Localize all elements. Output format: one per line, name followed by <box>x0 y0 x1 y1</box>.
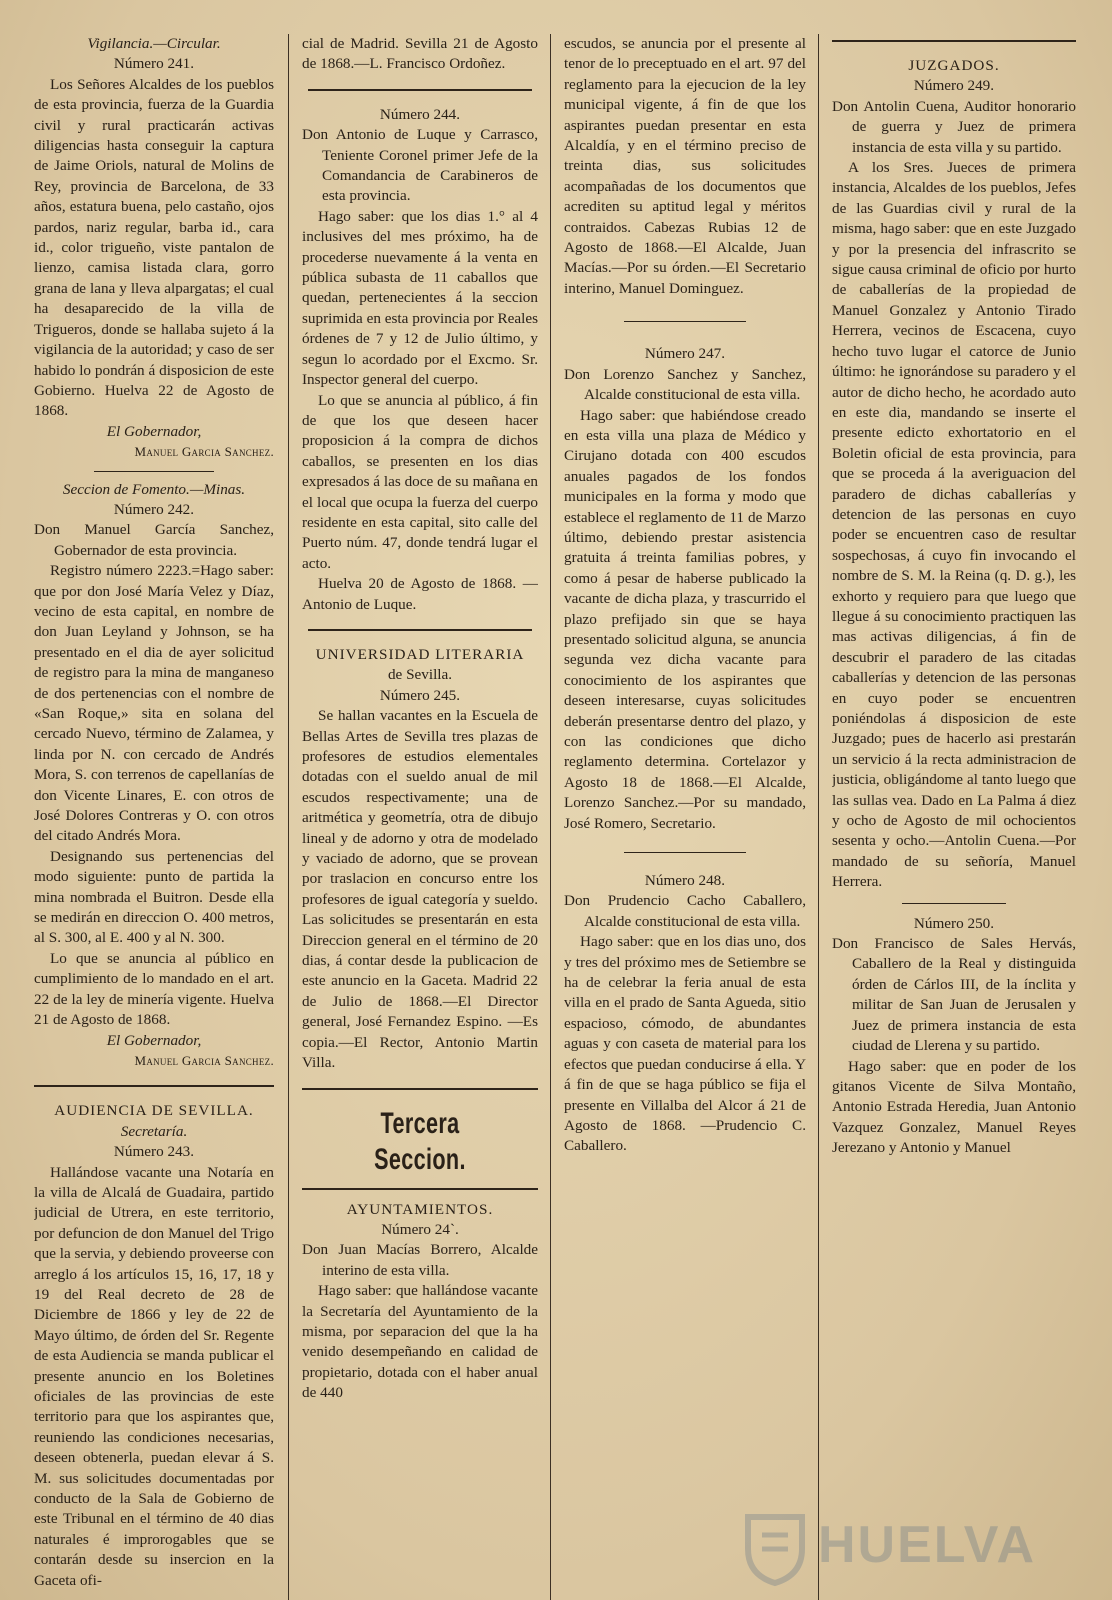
n248-text: Hago saber: que en los dias uno, dos y tres del próximo mes de Setiembre se ha de celebrar la feria anual de esta villa en el prado de Santa Agueda, sitio espacioso, cómodo, de abundantes aguas y con caseta de material para los efectos que puedan conducirse á ella. Y á fin de que se haga público se fija el presente en Villalba del Alcor á 21 de Agosto de 1868. —Prudencio C. Caballero. <box>564 933 806 1155</box>
universidad-heading: UNIVERSIDAD LITERARIA <box>315 645 525 663</box>
library-watermark <box>740 1500 1100 1590</box>
vigilancia-text: Los Señores Alcaldes de los pueblos de esta provincia, fuerza de la Guardia civil y rural practicarán activas diligencias hasta conseguir la captura de Jaime Oriols, natural de Molins de Rey, provincia de Barcelona, de 33 años, estatura buena, pelo castaño, ojos pardos, nariz regular, barba id., cara id., color trigueño, viste pantalon de lienzo, camisa listada clara, gorro grana de lana y lleva alpargatas; el cual ha desaparecido de la villa de Trigueros, donde se hallaba sujeto á la vigilancia de la autoridad; y caso de ser habido lo pondrán á disposicion de este Gobierno. Huelva 22 de Agosto de 1868. <box>34 75 274 420</box>
audiencia-sub: Secretaría. <box>120 1122 188 1140</box>
column-4 <box>832 34 1076 1600</box>
notice-number-250: Número 250. <box>913 914 995 932</box>
fomento-sign-title: El Gobernador, <box>106 1031 202 1049</box>
separator <box>624 321 746 322</box>
vigilancia-sign-name: Manuel Garcia Sanchez. <box>134 444 274 460</box>
audiencia-text: Hallándose vacante una Notaría en la villa de Alcalá de Guadaira, partido judicial de Utrera, en este territorio, por defuncion de don Manuel del Trigo que la servia, y debiendo proveerse con arreglo á los artículos 15, 16, 17, 18 y 19 del Real decreto de 28 de Diciembre de 1866 y ley de 22 de Mayo último, de órden del Sr. Regente de esta Audiencia se manda publicar el presente anuncio en los Boletines oficiales de las provincias de este territorio para que los aspirantes que, reuniendo las condiciones necesarias, deseen obtenerla, puedan elevar á S. M. sus solicitudes documentadas por conducto de la Sala de Gobierno de este Tribunal en el término de 40 dias naturales é improrogables que se contarán desde su insercion en la Gaceta ofi- <box>34 1163 274 1589</box>
separator <box>94 471 214 472</box>
column-3 <box>564 34 806 1600</box>
watermark-text: HUELVA <box>818 1516 1037 1574</box>
universidad-sub: de Sevilla. <box>387 666 453 684</box>
notice-number-245: Número 245. <box>379 686 461 704</box>
separator <box>902 903 1006 904</box>
carabineros-text-2: Lo que se anuncia al público, á fin de que los que deseen hacer proposicion á la compra de dichos caballos, se presenten en los dias expresados á las doce de su mañana en el local que ocupa la fuerza del cuerpo residente en esta capital, sito calle del Puerto núm. 47, donde tendrá lugar el acto. <box>302 391 538 572</box>
notice-number-243: Número 243. <box>113 1143 195 1161</box>
audiencia-heading: AUDIENCIA DE SEVILLA. <box>54 1102 254 1120</box>
column-divider <box>550 34 551 1600</box>
juzgados-intro: Don Antolin Cuena, Auditor honorario de guerra y Juez de primera instancia de esta villa y su partido. <box>832 97 1076 156</box>
n247-text: Hago saber: que habiéndose creado en esta villa una plaza de Médico y Cirujano dotada con 400 escudos anuales pagados de los fondos municipales en la forma y modo que establece el reglamento de 11 de Marzo último, debiendo prestar asistencia gratuita á treinta familias pobres, y como á pesar de haberse publicado la vacante de dicha plaza, y trascurrido el plazo prefijado sin que se haya presentado solicitud alguna, se anuncia segunda vez dicha vacante para conocimiento de los aspirantes que deseen interesarse, cuyas solicitudes deberán presentarse dentro del plazo, y con las condiciones que dicho reglamento determina. Cortelazor y Agosto 18 de 1868.—El Alcalde, Lorenzo Sanchez.—Por su mandado, José Romero, Secretario. <box>564 406 806 832</box>
separator <box>302 1088 538 1090</box>
universidad-text: Se hallan vacantes en la Escuela de Bellas Artes de Sevilla tres plazas de profesores de estudios elementales dotadas con el sueldo anual de mil escudos respectivamente; una de aritmética y geometría, otra de dibujo lineal y de adorno y otra de modelado y vaciado de adorno, que se provean por traslacion en concurso entre los profesores de igual categoría y sueldo. Las solicitudes se presentarán en esta Direccion general en el término de 20 dias, á contar desde la publicacion de este anuncio en la Gaceta. Madrid 22 de Julio de 1868.—El Director general, José Fernandez Espino. —Es copia.—El Rector, Antonio Martin Villa. <box>302 707 538 1072</box>
fomento-text-2: Designando sus pertenencias del modo siguiente: punto de partida la mina nombrada el Buitron. Desde ella se medirán en direccion O. 400 metros, al S. 300, al E. 400 y al N. 300. <box>34 847 274 947</box>
ayuntamientos-text: Hago saber: que hallándose vacante la Secretaría del Ayuntamiento de la misma, por separacion del que la ha venido desempeñando en calidad de propietario, dotada con el haber anual de 440 <box>302 1282 538 1402</box>
carabineros-text-3: Huelva 20 de Agosto de 1868. —Antonio de Luque. <box>302 575 538 613</box>
separator <box>308 89 532 91</box>
notice-number-241: Número 241. <box>113 55 195 73</box>
notice-number-248: Número 248. <box>644 872 726 890</box>
fomento-intro: Don Manuel García Sanchez, Gobernador de esta provincia. <box>34 521 274 559</box>
crest-icon <box>740 1509 810 1587</box>
n250-intro: Don Francisco de Sales Hervás, Caballero de la Real y distinguida órden de Cárlos III, de la ínclita y militar de San Juan de Jerusalen y Juez de primera instancia de esta ciudad de Llerena y su partido. <box>832 935 1076 1055</box>
notice-number-246: Número 24`. <box>381 1220 459 1238</box>
juzgados-text: A los Sres. Jueces de primera instancia, Alcaldes de los pueblos, Jefes de las Guardias civil y rural de la misma, hago saber: que en este Juzgado y por la presencia del infrascrito se sigue causa criminal de oficio por hurto de caballerías de la propiedad de Manuel Gonzalez y Antonio Tirado Herrera, vecinos de Escacena, cuyo hecho tuvo lugar el catorce de Junio último: he ignorándose su paradero y el autor de dicho hecho, he acordado auto en este dia, mandando se inserte el presente edicto exhortatorio en el Boletin oficial de esta provincia, para que se proceda á la averiguacion del paradero de dichas caballerías y detencion de las personas en cuyo poder se encuentren caso de resultar sospechosas, á cuyo fin invocando el nombre de S. M. la Reina (q. D. g.), les exhorto y requiero para que luego que llegue á su conocimiento practiquen las mas activas diligencias, á fin de descubrir el paradero de las citadas caballerías y detencion de las personas en cuyo poder se encuentren poniéndolas á disposicion de este Juzgado; pues de hacerlo asi prestarán un servicio á la recta administracion de justicia, obligándome al tanto luego que las sullas vea. Dado en La Palma á diez y ocho de Agosto de mil ochocientos sesenta y ocho.—Antolin Cuena.—Por mandado de su señoría, Manuel Herrera. <box>832 159 1076 891</box>
ayuntamientos-heading: AYUNTAMIENTOS. <box>346 1200 494 1218</box>
juzgados-heading: JUZGADOS. <box>908 57 1000 74</box>
audiencia-continuation: cial de Madrid. Sevilla 21 de Agosto de 1868.—L. Francisco Ordoñez. <box>302 35 538 73</box>
separator <box>624 852 746 853</box>
separator <box>302 1188 538 1190</box>
separator <box>34 1085 274 1087</box>
notice-number-249: Número 249. <box>913 77 995 95</box>
fomento-sign-name: Manuel Garcia Sanchez. <box>134 1052 274 1068</box>
column-1 <box>34 34 274 1600</box>
section-title: Tercera Seccion. <box>374 1106 466 1176</box>
fomento-text-1: Registro número 2223.=Hago saber: que por don José María Velez y Díaz, vecino de esta capital, en nombre de don Juan Leyland y Johnson, se ha presentado en el dia de ayer solicitud de registro para la mina de manganeso de dos pertenencias con el nombre de «San Roque,» sita en solana del cercado Nuevo, término de Zalamea, y linda por N. con cercado de Andrés Mora, S. con terrenos de capellanías de don Vicente Linares, E. con otros de José Dolores Contreras y O. con otros del citado Andrés Mora. <box>34 562 274 845</box>
carabineros-text-1: Hago saber: que los dias 1.° al 4 inclusives del mes próximo, ha de procederse nuevamente á la venta en pública subasta de 11 caballos que quedan, pertenecientes á la seccion suprimida en esta provincia por Reales órdenes de 7 y 12 de Julio último, y segun lo acordado por el Excmo. Sr. Inspector general del cuerpo. <box>302 207 538 389</box>
vigilancia-sign-title: El Gobernador, <box>106 422 202 440</box>
notice-number-247: Número 247. <box>644 345 726 363</box>
separator <box>832 40 1076 42</box>
n247-intro: Don Lorenzo Sanchez y Sanchez, Alcalde constitucional de esta villa. <box>564 365 806 404</box>
fomento-text-3: Lo que se anuncia al público en cumplimiento de lo mandado en el art. 22 de la ley de minería vigente. Huelva 21 de Agosto de 1868. <box>34 949 274 1029</box>
n248-intro: Don Prudencio Cacho Caballero, Alcalde constitucional de esta villa. <box>564 892 806 930</box>
ayuntamientos-intro: Don Juan Macías Borrero, Alcalde interino de esta villa. <box>302 1241 538 1279</box>
column-2 <box>302 34 538 1600</box>
ayuntamientos-continuation: escudos, se anuncia por el presente al tenor de lo preceptuado en el art. 97 del reglamento para la ejecucion de la ley municipal vigente, á fin de que los aspirantes puedan presentar en esta Alcaldía, y en el término preciso de treinta dias, sus solicitudes acompañadas de los documentos que acrediten su aptitud legal y méritos contraidos. Cabezas Rubias 12 de Agosto de 1868.—El Alcalde, Juan Macías.—Por su órden.—El Secretario interino, Manuel Dominguez. <box>564 35 806 297</box>
carabineros-intro: Don Antonio de Luque y Carrasco, Teniente Coronel primer Jefe de la Comandancia de Carabineros de esta provincia. <box>302 126 538 205</box>
column-divider <box>818 34 819 1600</box>
n250-text: Hago saber: que en poder de los gitanos Vicente de Silva Montaño, Antonio Estrada Heredia, Juan Antonio Vazquez Gonzalez, Manuel Reyes Jerezano y Antonio y Manuel <box>832 1057 1076 1157</box>
notice-number-244: Número 244. <box>379 105 461 123</box>
fomento-heading: Seccion de Fomento.—Minas. <box>62 480 246 498</box>
column-divider <box>288 34 289 1600</box>
separator <box>308 629 532 631</box>
notice-number-242: Número 242. <box>113 500 195 518</box>
vigilancia-heading: Vigilancia.—Circular. <box>87 35 221 52</box>
